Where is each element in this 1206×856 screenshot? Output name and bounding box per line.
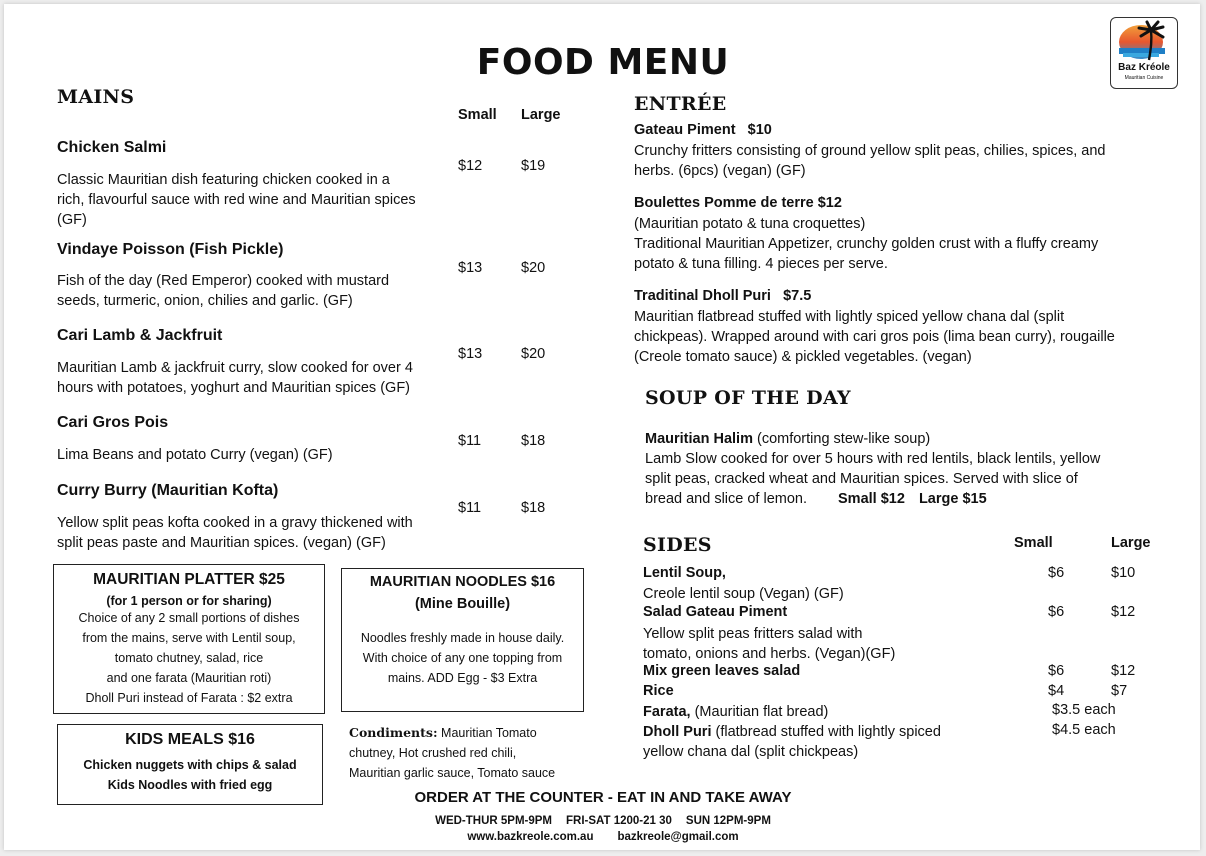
- main-item-price-large: $20: [521, 346, 546, 362]
- email-link[interactable]: bazkreole@gmail.com: [617, 831, 739, 843]
- soup-name: Mauritian Halim: [645, 431, 753, 447]
- main-item-description: Classic Mauritian dish featuring chicken cooked in a rich, flavourful sauce with red wine and Mauritian spices (GF): [57, 172, 416, 228]
- side-item-description: Yellow split peas fritters salad with tomato, onions and herbs. (Vegan)(GF): [643, 626, 896, 662]
- noodles-title: MAURITIAN NOODLES $16: [369, 574, 556, 590]
- entree-heading: ENTRÉE: [634, 93, 727, 115]
- opening-hours: WED-THUR 5PM-9PM FRI-SAT 1200-21 30 SUN 12PM-9PM: [435, 815, 771, 827]
- main-item-price-small: $12: [458, 158, 483, 174]
- side-item-name: Rice: [643, 683, 674, 699]
- noodles-box: [341, 568, 584, 712]
- contact-info: [0, 831, 1206, 843]
- condiments-note: Condiments: Mauritian Tomato chutney, Hot crushed red chili, Mauritian garlic sauce, Tomato sauce: [349, 725, 556, 780]
- soup-heading: SOUP OF THE DAY: [645, 387, 851, 409]
- sides-heading: SIDES: [643, 534, 712, 556]
- side-item-name: Farata, (Mauritian flat bread): [643, 704, 829, 720]
- side-item-price-large: $7: [1111, 683, 1128, 699]
- main-item-description: Yellow split peas kofta cooked in a gravy thickened with split peas paste and Mauritian spices. (vegan) (GF): [57, 515, 413, 551]
- main-item-price-small: $11: [458, 500, 482, 516]
- side-item-price-each: $3.5 each: [1052, 702, 1116, 718]
- main-item-price-large: $18: [521, 433, 546, 449]
- side-item-price-large: $12: [1111, 604, 1136, 620]
- kids-meals-items: Chicken nuggets with chips & salad Kids Noodles with fried egg: [83, 758, 297, 792]
- logo-name: Baz Kréole: [1118, 62, 1170, 73]
- side-item-price-small: $6: [1048, 565, 1065, 581]
- side-item-price-large: $10: [1111, 565, 1136, 581]
- website-link[interactable]: www.bazkreole.com.au: [467, 831, 594, 843]
- noodles-subtitle: (Mine Bouille): [414, 596, 511, 612]
- main-item-price-small: $13: [458, 260, 483, 276]
- side-item-name: Mix green leaves salad: [643, 663, 801, 679]
- soup-price-large: Large $15: [918, 491, 987, 507]
- sides-col-small: Small: [1014, 535, 1053, 551]
- sides-col-large: Large: [1111, 535, 1151, 551]
- kids-meals-title: KIDS MEALS $16: [125, 731, 255, 748]
- page-title: FOOD MENU: [476, 42, 730, 83]
- main-item-name: Cari Gros Pois: [57, 414, 169, 431]
- entree-item-description: Mauritian flatbread stuffed with lightly spiced yellow chana dal (split chickpeas). Wrapped around with cari gros pois (lima bean curry), rougaille (Creole tomato sauce) & pickled vegetables. (vegan): [634, 309, 1115, 365]
- side-item-price-small: $4: [1048, 683, 1065, 699]
- main-item-price-large: $20: [521, 260, 546, 276]
- soup-description: Mauritian Halim (comforting stew-like soup) Lamb Slow cooked for over 5 hours with red lentils, black lentils, yellow split peas, cracked wheat and Mauritian spices. Served with slice of bread and slice of lemon. Small $12 Large $15: [645, 431, 1101, 507]
- side-item-name: Lentil Soup,: [643, 565, 726, 581]
- side-item-price-small: $6: [1048, 604, 1065, 620]
- platter-description: Choice of any 2 small portions of dishes from the mains, serve with Lentil soup, tomato chutney, salad, rice and one farata (Mauritian roti) Dholl Puri instead of Farata : $2 extra: [78, 611, 300, 705]
- main-item-name: Curry Burry (Mauritian Kofta): [57, 482, 279, 499]
- noodles-description: Noodles freshly made in house daily. With choice of any one topping from mains. ADD Egg - $3 Extra: [360, 631, 565, 685]
- entree-item-description: (Mauritian potato & tuna croquettes) Traditional Mauritian Appetizer, crunchy golden crust with a fluffy creamy potato & tuna filling. 4 pieces per serve.: [634, 216, 1099, 272]
- mains-col-large: Large: [521, 107, 561, 123]
- main-item-description: Fish of the day (Red Emperor) cooked with mustard seeds, turmeric, onion, chilies and garlic. (GF): [57, 273, 390, 309]
- entree-item-title: Gateau Piment $10: [634, 122, 772, 138]
- platter-title: MAURITIAN PLATTER $25: [93, 571, 285, 588]
- platter-subtitle: (for 1 person or for sharing): [106, 594, 272, 608]
- mains-heading: MAINS: [57, 86, 135, 108]
- main-item-name: Vindaye Poisson (Fish Pickle): [57, 241, 284, 258]
- logo-tagline: Mauritian Cuisine: [1124, 75, 1164, 81]
- side-item-price-each: $4.5 each: [1052, 722, 1116, 738]
- side-item-description: Creole lentil soup (Vegan) (GF): [643, 586, 844, 602]
- main-item-price-small: $11: [458, 433, 482, 449]
- side-item-name: Salad Gateau Piment: [643, 604, 788, 620]
- condiments-label: Condiments:: [349, 725, 438, 740]
- main-item-price-large: $19: [521, 158, 546, 174]
- main-item-price-small: $13: [458, 346, 483, 362]
- main-item-price-large: $18: [521, 500, 546, 516]
- main-item-description: Lima Beans and potato Curry (vegan) (GF): [57, 447, 333, 463]
- side-item-price-large: $12: [1111, 663, 1136, 679]
- main-item-name: Cari Lamb & Jackfruit: [57, 327, 223, 344]
- main-item-description: Mauritian Lamb & jackfruit curry, slow cooked for over 4 hours with potatoes, yoghurt and Mauritian spices (GF): [57, 360, 413, 396]
- mains-col-small: Small: [458, 107, 497, 123]
- entree-item-description: Crunchy fritters consisting of ground yellow split peas, chilies, spices, and herbs. (6pcs) (vegan) (GF): [634, 143, 1106, 179]
- platter-box: [53, 564, 325, 714]
- main-item-name: Chicken Salmi: [57, 139, 167, 156]
- soup-price-small: Small $12: [838, 491, 905, 507]
- order-info-headline: ORDER AT THE COUNTER - EAT IN AND TAKE AWAY: [414, 789, 792, 806]
- entree-item-title: Boulettes Pomme de terre $12: [634, 195, 842, 211]
- entree-item-title: Traditinal Dholl Puri $7.5: [634, 288, 812, 304]
- side-item-price-small: $6: [1048, 663, 1065, 679]
- side-item-name: Dholl Puri (flatbread stuffed with lightly spiced yellow chana dal (split chickpeas): [643, 724, 941, 760]
